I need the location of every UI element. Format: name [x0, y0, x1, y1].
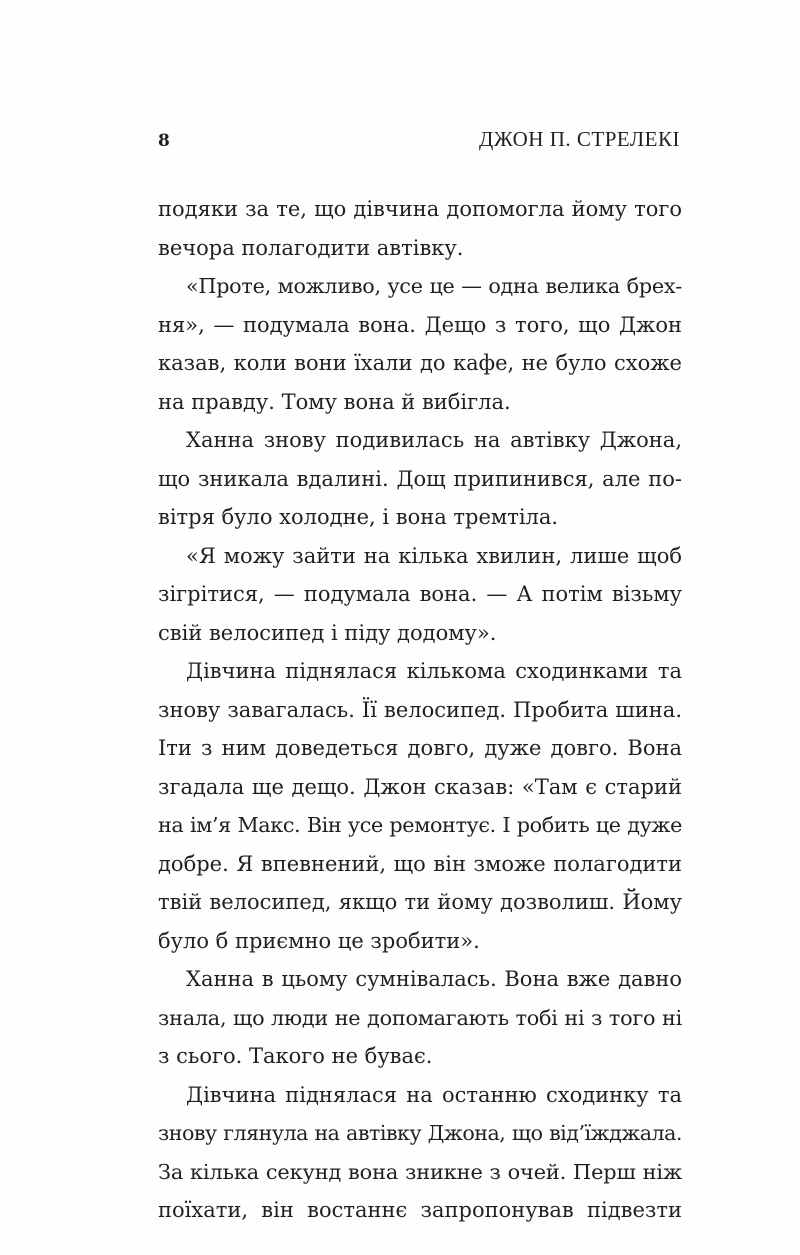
- text-line: на правду. Тому вона й вибігла.: [158, 389, 511, 414]
- text-line: добре. Я впевнений, що він зможе полагодити: [158, 851, 682, 876]
- text-line: знала, що люди не допомагають тобі ні з того ні: [158, 1005, 682, 1030]
- paragraph: [158, 267, 682, 421]
- text-line: Іти з ним доведеться довго, дуже довго. Вона: [158, 736, 682, 760]
- text-line: згадала ще дещо. Джон сказав: «Там є старий: [158, 774, 682, 799]
- text-line: на ім’я Макс. Він усе ремонтує. І робить це дуже: [158, 813, 682, 837]
- text-line: що зникала вдалині. Дощ припинився, але по-: [158, 466, 682, 491]
- paragraph: [158, 960, 682, 1076]
- text-line: Ханна в цьому сумнівалась. Вона вже давно: [186, 967, 682, 991]
- page-number: 8: [158, 131, 171, 151]
- text-line: зігрітися, — подумала вона. — А потім візьму: [158, 582, 682, 606]
- text-line: знову завагалась. Її велосипед. Пробита шина.: [158, 697, 682, 722]
- text-line: твій велосипед, якщо ти йому дозволиш. Йому: [158, 890, 682, 914]
- text-line: Дівчина піднялася на останню сходинку та: [186, 1082, 682, 1107]
- paragraph: [158, 537, 682, 653]
- text-line: свій велосипед і піду додому».: [158, 620, 497, 645]
- text-line: з сього. Такого не буває.: [158, 1044, 433, 1068]
- text-line: «Я можу зайти на кілька хвилин, лише щоб: [186, 543, 682, 568]
- text-line: Дівчина піднялася кількома сходинками та: [186, 659, 682, 683]
- paragraph: [158, 421, 682, 537]
- text-line: вітря було холодне, і вона тремтіла.: [158, 505, 559, 529]
- text-line: поїхати, він востаннє запропонував підвезти: [158, 1198, 682, 1222]
- paragraph: [158, 652, 682, 960]
- paragraph: [158, 190, 682, 267]
- body-text: [158, 190, 682, 1230]
- text-line: вечора полагодити автівку.: [158, 235, 464, 260]
- text-line: «Проте, можливо, усе це — одна велика брех-: [186, 274, 682, 298]
- text-line: казав, коли вони їхали до кафе, не було схоже: [158, 351, 682, 375]
- text-line: За кілька секунд вона зникне з очей. Перш ніж: [158, 1159, 682, 1184]
- running-title: ДЖОН П. СТРЕЛЕКІ: [479, 127, 680, 151]
- text-line: було б приємно це зробити».: [158, 928, 480, 953]
- paragraph: [158, 1076, 682, 1230]
- text-line: знову глянула на автівку Джона, що від’їжджала.: [158, 1121, 682, 1145]
- text-line: ня», — подумала вона. Дещо з того, що Джон: [158, 312, 682, 337]
- running-head: [158, 127, 680, 157]
- text-line: Ханна знову подивилась на автівку Джона,: [186, 428, 682, 452]
- text-line: подяки за те, що дівчина допомогла йому того: [158, 197, 682, 221]
